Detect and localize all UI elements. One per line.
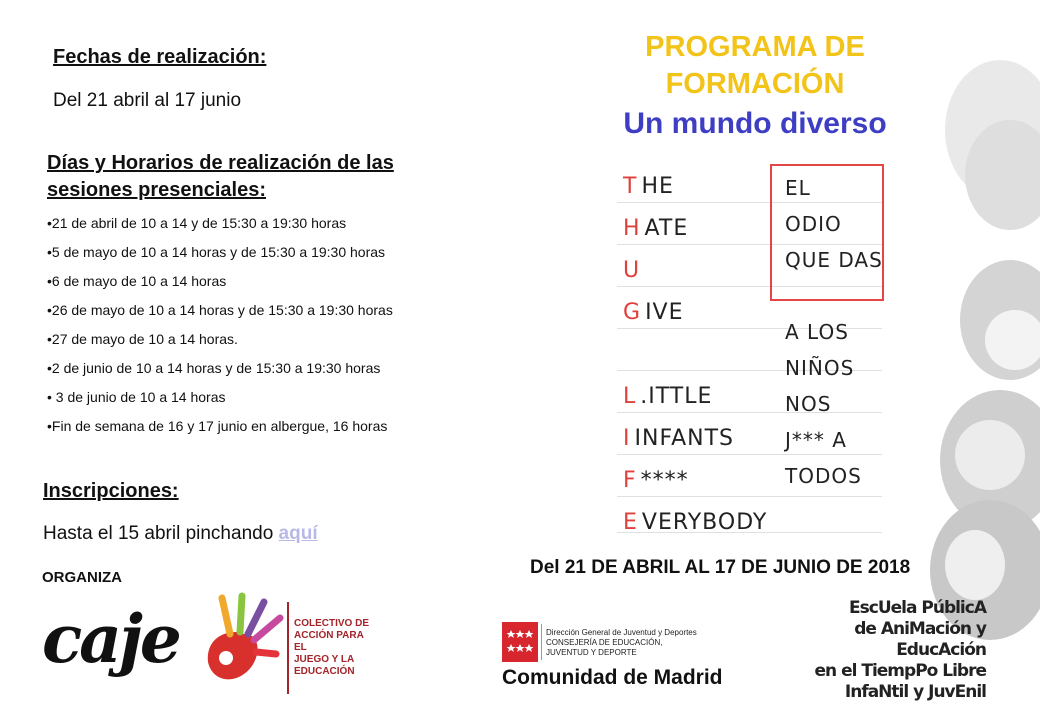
registration-link[interactable]: aquí	[278, 523, 318, 544]
caje-logo	[42, 598, 372, 698]
caje-wordmark: caje	[42, 600, 179, 678]
dias-heading	[47, 150, 394, 204]
comunidad-madrid-logo	[500, 622, 760, 690]
program-subtitle: Un mundo diverso	[623, 107, 887, 140]
escuela-line: en el TiempPo Libre	[814, 661, 986, 681]
acrostic-notebook	[617, 160, 882, 535]
acrostic-line: I INFANTS	[623, 426, 734, 451]
schedule-item: •2 de junio de 10 a 14 horas y de 15:30 a 19:30 horas	[47, 360, 381, 376]
madrid-name: Comunidad de Madrid	[502, 666, 723, 689]
schedule-item: •Fin de semana de 16 y 17 junio en albergue, 16 horas	[47, 418, 388, 434]
box-phrase-line: QUE DAS	[785, 248, 883, 272]
caje-line: COLECTIVO DE	[294, 618, 370, 629]
escuela-line: InfaNtil y JuvEnil	[844, 682, 986, 702]
painted-hand-icon	[200, 592, 290, 692]
madrid-line: CONSEJERÍA DE EDUCACIÓN,	[546, 638, 663, 647]
caje-line: ACCIÓN PARA EL	[294, 630, 364, 653]
inscripciones-text	[43, 523, 318, 545]
acrostic-line: E VERYBODY	[623, 510, 768, 535]
escuela-publica-logo	[770, 598, 986, 703]
children-photo	[925, 60, 1040, 650]
dias-heading-line1: Días y Horarios de realización de las	[47, 152, 394, 174]
acrostic-line: U	[623, 258, 641, 283]
caje-divider	[287, 602, 289, 694]
madrid-line: JUVENTUD Y DEPORTE	[546, 648, 637, 657]
phrase-line: NOS	[785, 392, 832, 416]
caje-line: JUEGO Y LA	[294, 654, 355, 665]
schedule-item: •21 de abril de 10 a 14 y de 15:30 a 19:30 horas	[47, 215, 347, 231]
program-title-line2: FORMACIÓN	[665, 68, 845, 100]
acrostic-line: T HE	[623, 174, 674, 199]
inscripciones-label: Hasta el 15 abril pinchando	[43, 523, 279, 544]
caje-description	[294, 618, 372, 678]
schedule-list	[47, 214, 393, 446]
acrostic-line: F ****	[623, 468, 689, 493]
schedule-item: •27 de mayo de 10 a 14 horas.	[47, 331, 238, 347]
caje-line: EDUCACIÓN	[294, 666, 355, 677]
phrase-line: J*** A	[785, 428, 847, 452]
fechas-heading: Fechas de realización:	[53, 46, 267, 68]
dias-heading-line2: sesiones presenciales:	[47, 179, 267, 201]
schedule-item: • 3 de junio de 10 a 14 horas	[47, 389, 226, 405]
fechas-value: Del 21 abril al 17 junio	[53, 90, 242, 111]
organiza-label: ORGANIZA	[42, 569, 122, 586]
acrostic-line: G IVE	[623, 300, 684, 325]
escuela-line: EscUela PúblicA	[849, 598, 986, 618]
schedule-item: •5 de mayo de 10 a 14 horas y de 15:30 a 19:30 horas	[47, 244, 386, 260]
phrase-line: A LOS	[785, 320, 849, 344]
schedule-item: •6 de mayo de 10 a 14 horas	[47, 273, 227, 289]
madrid-department	[546, 628, 697, 658]
box-phrase-line: ODIO	[785, 212, 842, 236]
escuela-line: de AniMación y EducAción	[854, 619, 986, 660]
inscripciones-heading: Inscripciones:	[43, 480, 179, 502]
program-title	[600, 29, 910, 103]
acrostic-line: H ATE	[623, 216, 689, 241]
phrase-line: TODOS	[785, 464, 862, 488]
acrostic-line: L .ITTLE	[623, 384, 713, 409]
phrase-line: NIÑOS	[785, 356, 855, 380]
program-title-line1: PROGRAMA DE	[645, 31, 865, 63]
box-phrase-line: EL	[785, 176, 811, 200]
date-range: Del 21 DE ABRIL AL 17 DE JUNIO DE 2018	[530, 557, 911, 578]
madrid-flag-icon	[502, 622, 538, 662]
madrid-line: Dirección General de Juventud y Deportes	[546, 628, 697, 637]
schedule-item: •26 de mayo de 10 a 14 horas y de 15:30 a 19:30 horas	[47, 302, 393, 318]
